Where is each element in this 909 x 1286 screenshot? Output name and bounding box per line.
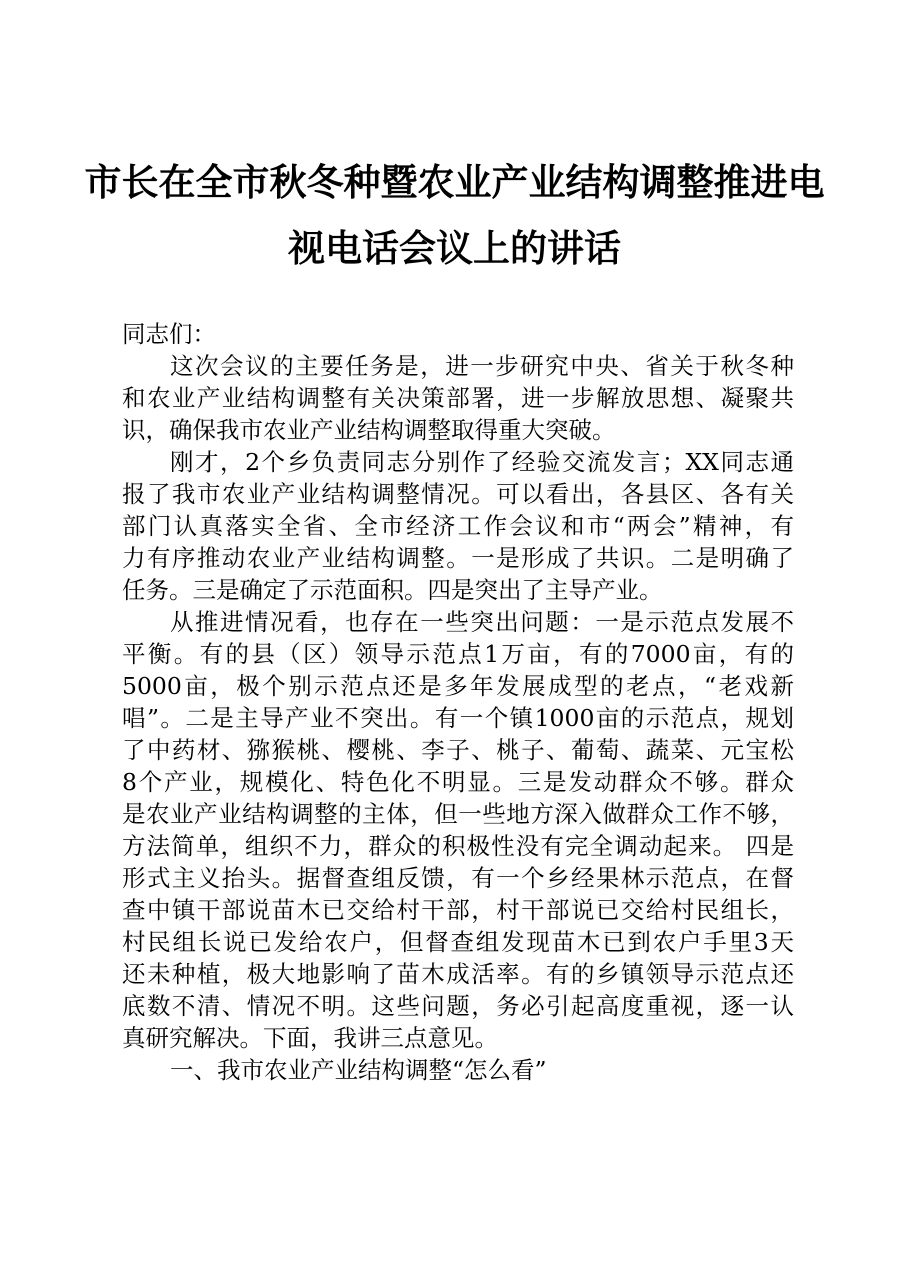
paragraph-2-line: 刚才，2个乡负责同志分别作了经验交流发言；XX同志通 <box>170 448 794 476</box>
paragraph-2-line: 任务。三是确定了示范面积。四是突出了主导产业。 <box>122 576 663 604</box>
paragraph-3-line: 8个产业，规模化、特色化不明显。三是发动群众不够。群众 <box>122 768 794 796</box>
document-title-line-2: 视电话会议上的讲话 <box>288 226 621 270</box>
paragraph-1-line: 识，确保我市农业产业结构调整取得重大突破。 <box>122 416 616 444</box>
paragraph-3-line: 从推进情况看，也存在一些突出问题：一是示范点发展不 <box>170 608 794 636</box>
document-title-line-1: 市长在全市秋冬种暨农业产业结构调整推进电 <box>84 160 825 204</box>
paragraph-2-line: 部门认真落实全省、全市经济工作会议和市“两会”精神，有 <box>122 512 794 540</box>
paragraph-3-line: 5000亩，极个别示范点还是多年发展成型的老点，“老戏新 <box>122 672 794 700</box>
paragraph-3-line: 还未种植，极大地影响了苗木成活率。有的乡镇领导示范点还 <box>122 960 794 988</box>
paragraph-3-line: 查中镇干部说苗木已交给村干部，村干部说已交给村民组长， <box>122 896 794 924</box>
paragraph-3-line: 底数不清、情况不明。这些问题，务必引起高度重视，逐一认 <box>122 992 794 1020</box>
paragraph-1-line: 和农业产业结构调整有关决策部署，进一步解放思想、凝聚共 <box>122 384 794 412</box>
salutation: 同志们： <box>122 320 216 348</box>
paragraph-2-line: 力有序推动农业产业结构调整。一是形成了共识。二是明确了 <box>122 544 794 572</box>
paragraph-3-line: 了中药材、猕猴桃、樱桃、李子、桃子、葡萄、蔬菜、元宝松 <box>122 736 794 764</box>
paragraph-2-line: 报了我市农业产业结构调整情况。可以看出，各县区、各有关 <box>122 480 794 508</box>
paragraph-3-line: 村民组长说已发给农户，但督查组发现苗木已到农户手里3天 <box>122 928 794 956</box>
paragraph-3-line: 方法简单，组织不力，群众的积极性没有完全调动起来。 四是 <box>122 832 794 860</box>
paragraph-1-line: 这次会议的主要任务是，进一步研究中央、省关于秋冬种 <box>170 352 794 380</box>
paragraph-3-line: 是农业产业结构调整的主体，但一些地方深入做群众工作不够， <box>122 800 794 828</box>
paragraph-3-line: 平衡。有的县（区）领导示范点1万亩，有的7000亩，有的 <box>122 640 794 668</box>
paragraph-3-line: 唱”。二是主导产业不突出。有一个镇1000亩的示范点，规划 <box>122 704 794 732</box>
paragraph-3-line: 形式主义抬头。据督查组反馈，有一个乡经果林示范点，在督 <box>122 864 794 892</box>
paragraph-3-line: 真研究解决。下面，我讲三点意见。 <box>122 1024 498 1052</box>
section-heading: 一、我市农业产业结构调整“怎么看” <box>170 1056 547 1084</box>
